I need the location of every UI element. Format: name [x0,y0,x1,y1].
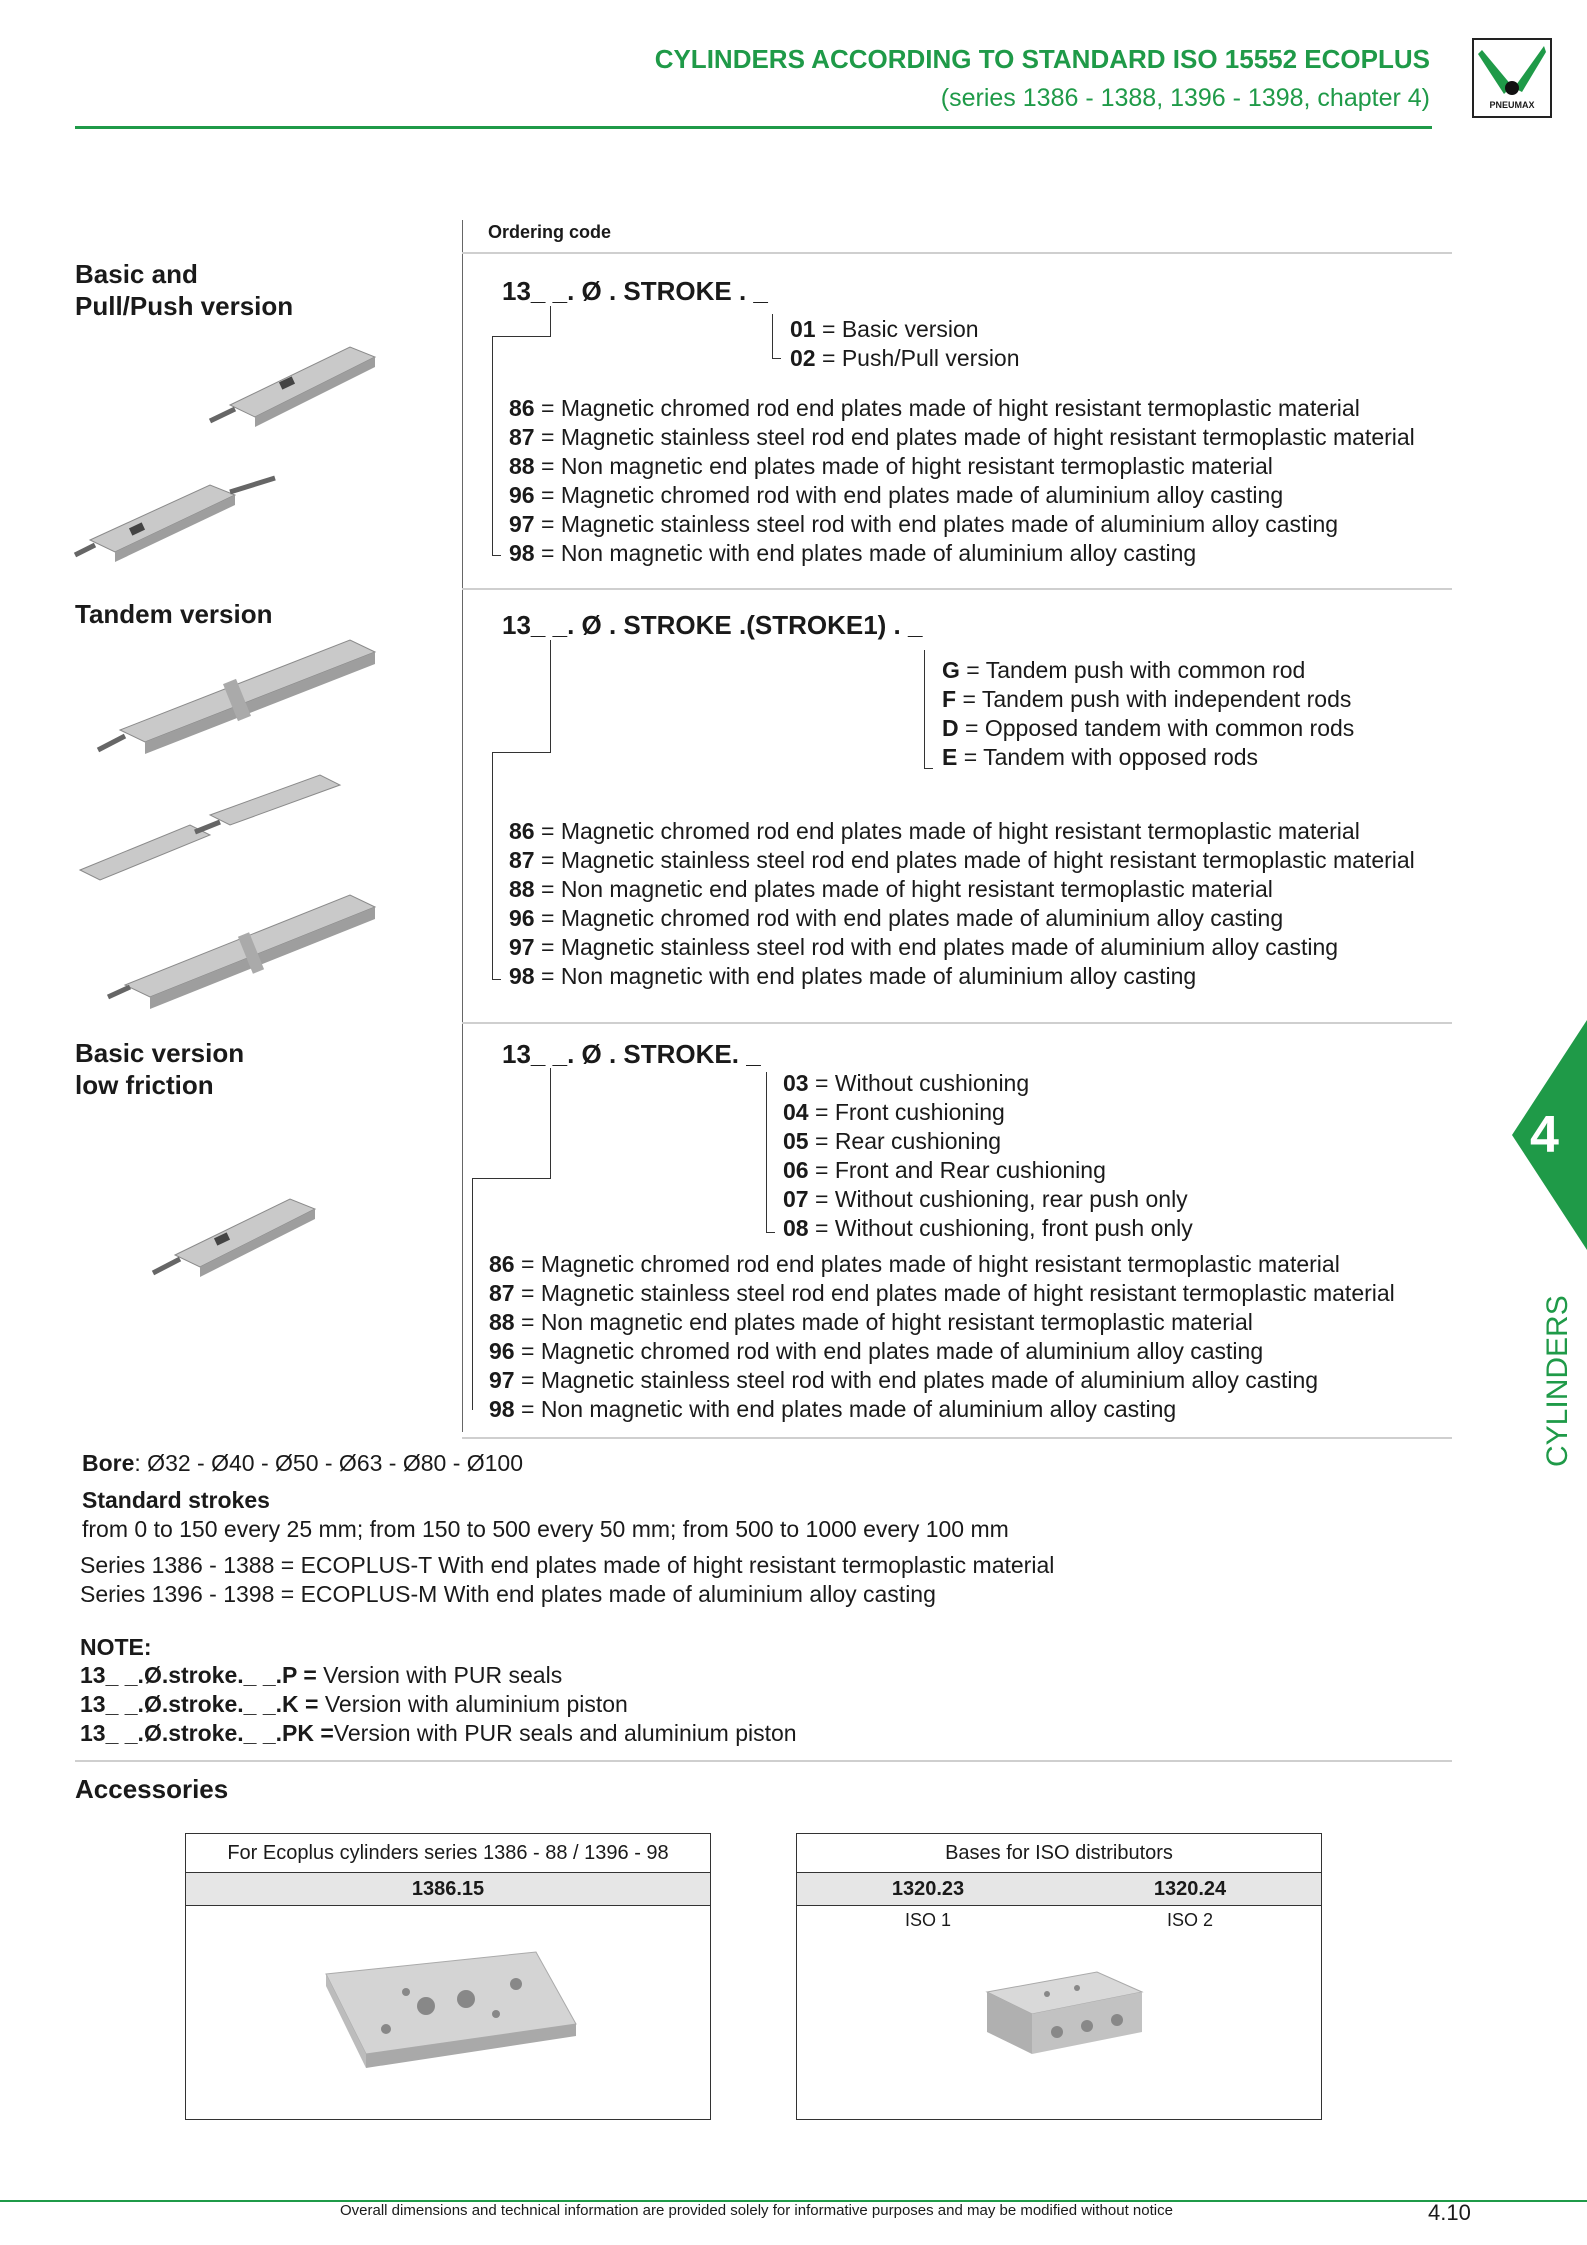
ordering-code-label: Ordering code [488,222,612,242]
option-row: 05 = Rear cushioning [783,1128,1002,1154]
accessory-box-iso-bases [796,1833,1322,2120]
table-column-divider [462,220,463,1432]
header-divider [75,126,1432,129]
bracket-basic-material [492,400,501,556]
options-basic-material [509,394,1415,568]
connector-basic [492,306,551,337]
series-line: Series 1396 - 1398 = ECOPLUS-M With end plates made of aluminium alloy casting [80,1581,936,1607]
option-row: 98 = Non magnetic with end plates made of aluminium alloy casting [509,540,1197,566]
ordering-code-basic: 13_ _. Ø . STROKE . _ [502,276,768,306]
pneumax-logo [1472,38,1552,118]
bracket-tandem-type [924,650,933,769]
accessory-codes-row [797,1873,1321,1906]
section-divider [462,588,1452,590]
accessory-label: ISO 2 [1166,1910,1214,1930]
page-number: 4.10 [1428,2200,1471,2225]
option-row: 98 = Non magnetic with end plates made of aluminium alloy casting [509,963,1197,989]
cylinder-tandem-image-3 [100,885,390,1015]
note-item: 13_ _.Ø.stroke._ _.K = Version with aluminium piston [80,1691,628,1717]
option-row: 88 = Non magnetic end plates made of hight resistant termoplastic material [489,1309,1253,1335]
option-row: 97 = Magnetic stainless steel rod with end plates made of aluminium alloy casting [509,934,1339,960]
section-divider [462,1437,1452,1439]
option-row: 08 = Without cushioning, front push only [783,1215,1193,1241]
accessories-title: Accessories [75,1774,229,1804]
option-row: 03 = Without cushioning [783,1070,1030,1096]
accessory-box-header: Bases for ISO distributors [797,1834,1321,1873]
accessory-labels-row [797,1910,1321,1931]
options-tandem-type [942,656,1354,772]
footer-notice: Overall dimensions and technical information are provided solely for informative purposes and may be modified without notice [340,2202,1173,2219]
option-row: 96 = Magnetic chromed rod with end plates made of aluminium alloy casting [509,482,1284,508]
strokes-label: Standard strokes [82,1487,270,1513]
cylinder-tandem-image-2 [70,770,360,900]
section-title-tandem: Tandem version [75,599,273,629]
option-row: 04 = Front cushioning [783,1099,1005,1125]
bracket-tandem-material [492,822,501,980]
option-row: 87 = Magnetic stainless steel rod end plates made of hight resistant termoplastic material [509,847,1415,873]
option-row: 98 = Non magnetic with end plates made of aluminium alloy casting [489,1396,1177,1422]
cylinder-low-friction-image [145,1185,325,1285]
iso-base-accessory-image [977,1952,1157,2062]
accessory-label: ISO 1 [904,1910,952,1930]
accessory-code: 1320.23 [891,1878,965,1900]
options-low-friction-cushion [783,1069,1193,1243]
logo-text: PNEUMAX [1489,100,1535,110]
table-header-rule [462,252,1452,254]
options-tandem-material [509,817,1415,991]
option-row: 86 = Magnetic chromed rod end plates made of hight resistant termoplastic material [489,1251,1340,1277]
bracket-basic-version [772,314,781,359]
section-divider [462,1022,1452,1024]
page-title: CYLINDERS ACCORDING TO STANDARD ISO 15552 ECOPLUS [654,44,1430,74]
option-row: 87 = Magnetic stainless steel rod end plates made of hight resistant termoplastic material [509,424,1415,450]
cylinder-basic-image [200,335,380,435]
option-row: 07 = Without cushioning, rear push only [783,1186,1188,1212]
option-row: G = Tandem push with common rod [942,657,1306,683]
note-list [80,1661,797,1748]
note-item: 13_ _.Ø.stroke._ _.P = Version with PUR seals [80,1662,563,1688]
connector-low-friction-vertical [472,1178,473,1410]
ordering-code-low-friction: 13_ _. Ø . STROKE. _ [502,1039,761,1069]
note-label: NOTE: [80,1634,152,1660]
series-line: Series 1386 - 1388 = ECOPLUS-T With end plates made of hight resistant termoplastic material [80,1552,1055,1578]
options-basic-version [790,315,1020,373]
cylinder-pushpull-image [70,470,290,570]
chapter-tab-number: 4 [1530,1106,1559,1164]
accessory-box-header: For Ecoplus cylinders series 1386 - 88 / 1396 - 98 [186,1834,710,1873]
connector-tandem [492,640,551,753]
option-row: 96 = Magnetic chromed rod with end plates made of aluminium alloy casting [489,1338,1264,1364]
section-title-low-friction: Basic version low friction [75,1038,245,1100]
bore-line: Bore: Ø32 - Ø40 - Ø50 - Ø63 - Ø80 - Ø100 [82,1450,524,1476]
bracket-low-friction-cushion [766,1072,775,1233]
option-row: D = Opposed tandem with common rods [942,715,1355,741]
ordering-code-tandem: 13_ _. Ø . STROKE .(STROKE1) . _ [502,610,923,640]
options-low-friction-material [489,1250,1395,1424]
option-row: 06 = Front and Rear cushioning [783,1157,1106,1183]
note-item: 13_ _.Ø.stroke._ _.PK =Version with PUR seals and aluminium piston [80,1720,797,1746]
option-row: 01 = Basic version [790,316,979,342]
option-row: 97 = Magnetic stainless steel rod with end plates made of aluminium alloy casting [489,1367,1319,1393]
series-list [80,1551,1054,1609]
option-row: E = Tandem with opposed rods [942,744,1259,770]
option-row: 86 = Magnetic chromed rod end plates made of hight resistant termoplastic material [509,395,1360,421]
option-row: 88 = Non magnetic end plates made of hight resistant termoplastic material [509,453,1273,479]
option-row: 97 = Magnetic stainless steel rod with end plates made of aluminium alloy casting [509,511,1339,537]
option-row: 86 = Magnetic chromed rod end plates made of hight resistant termoplastic material [509,818,1360,844]
option-row: 87 = Magnetic stainless steel rod end plates made of hight resistant termoplastic material [489,1280,1395,1306]
option-row: 02 = Push/Pull version [790,345,1020,371]
accessory-box-1386-15 [185,1833,711,2120]
option-row: 88 = Non magnetic end plates made of hight resistant termoplastic material [509,876,1273,902]
accessory-code: 1320.24 [1153,1878,1227,1900]
accessory-code: 1386.15 [186,1873,710,1906]
chapter-tab-label: CYLINDERS [1541,1295,1574,1467]
page-subtitle: (series 1386 - 1388, 1396 - 1398, chapter 4) [940,84,1430,112]
connector-low-friction [472,1068,551,1179]
cylinder-tandem-image-1 [90,630,390,770]
note-divider [75,1760,1452,1762]
section-title-basic: Basic and Pull/Push version [75,259,294,321]
option-row: 96 = Magnetic chromed rod with end plates made of aluminium alloy casting [509,905,1284,931]
plate-accessory-image [316,1944,586,2084]
strokes-text: from 0 to 150 every 25 mm; from 150 to 500 every 50 mm; from 500 to 1000 every 100 mm [82,1516,1009,1542]
option-row: F = Tandem push with independent rods [942,686,1352,712]
